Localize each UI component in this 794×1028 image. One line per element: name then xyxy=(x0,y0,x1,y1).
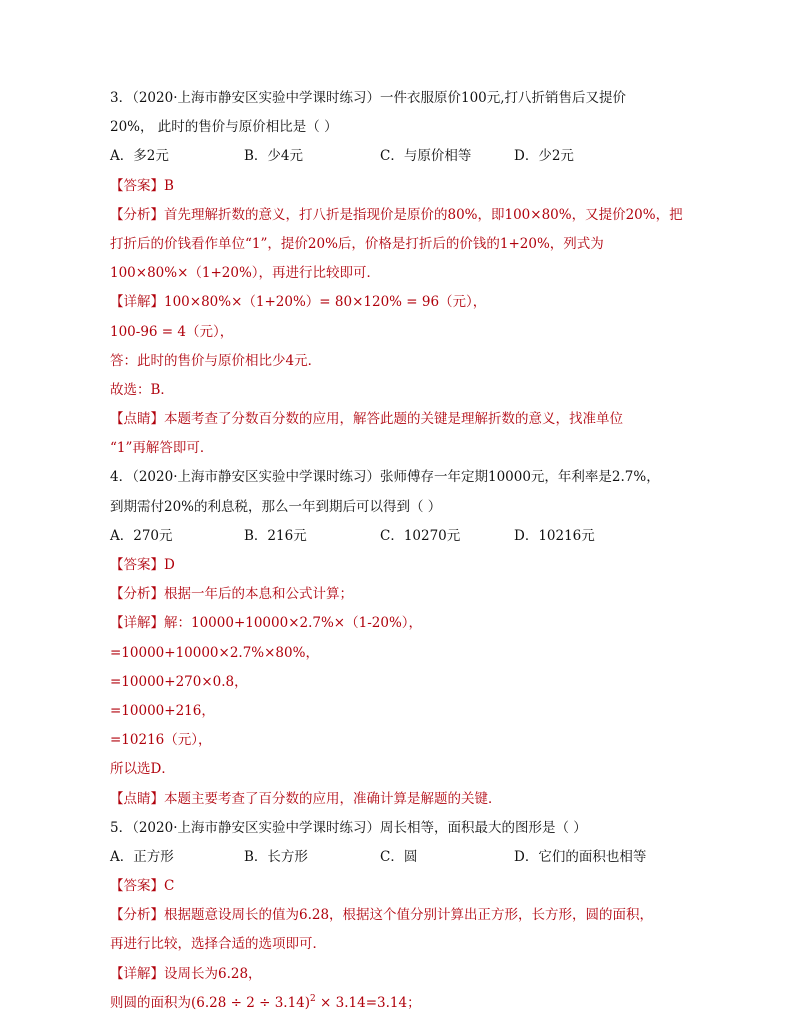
comment-line: 【点睛】本题考查了分数百分数的应用，解答此题的关键是理解折数的意义，找准单位 xyxy=(110,411,623,428)
detail-tag: 【详解】 xyxy=(110,615,164,632)
comment-tag: 【点睛】 xyxy=(110,411,164,428)
detail-line: =10000+270×0.8， xyxy=(110,673,248,690)
option-b: B．少4元 xyxy=(244,148,304,165)
detail-tag: 【详解】 xyxy=(110,965,164,982)
answer-line xyxy=(110,176,690,196)
detail-line: 【详解】100×80%×（1+20%）= 80×120% = 96（元）， xyxy=(110,294,487,311)
question-4-stem-cont: 到期需付20%的利息税，那么一年到期后可以得到（ ） xyxy=(110,498,442,515)
analysis-line: 【分析】首先理解折数的意义，打八折是指现价是原价的80%，即100×80%，又提价20%，把 xyxy=(110,206,683,223)
answer-tag: 【答案】 xyxy=(110,557,164,573)
detail-line: =10216（元）， xyxy=(110,732,212,749)
option-d: D．少2元 xyxy=(514,148,574,165)
detail-line: 【详解】设周长为6.28， xyxy=(110,965,262,982)
answer-value: B xyxy=(164,177,174,194)
analysis-line: 【分析】根据一年后的本息和公式计算； xyxy=(110,586,353,603)
question-4-stem: 4．（2020·上海市静安区实验中学课时练习）张师傅存一年定期10000元，年利率是2.7%， xyxy=(110,469,660,486)
option-a: A．正方形 xyxy=(110,848,174,865)
detail-line: 100-96 = 4（元）， xyxy=(110,323,234,340)
detail-line: =10000+216， xyxy=(110,702,215,719)
analysis-line-cont: 打折后的价钱看作单位“1”，提价20%后，价格是打折后的价钱的1+20%，列式为 xyxy=(110,235,604,252)
answer-line xyxy=(110,555,690,575)
document-page xyxy=(110,88,690,1022)
detail-line: =10000+10000×2.7%×80%， xyxy=(110,644,319,661)
option-b: B．216元 xyxy=(244,527,307,544)
question-3-options xyxy=(110,146,690,166)
exponent: 2 xyxy=(310,993,316,1004)
analysis-tag: 【分析】 xyxy=(110,907,164,924)
analysis-line-cont: 再进行比较，选择合适的选项即可． xyxy=(110,936,326,953)
question-4-options xyxy=(110,526,690,546)
detail-line: 【详解】解：10000+10000×2.7%×（1-20%）， xyxy=(110,615,423,632)
option-c: C．圆 xyxy=(380,848,418,865)
option-a: A．270元 xyxy=(110,527,173,544)
answer-value: C xyxy=(164,878,175,895)
option-a: A．多2元 xyxy=(110,148,169,165)
detail-line: 所以选D． xyxy=(110,761,175,778)
option-d: D．它们的面积也相等 xyxy=(514,848,647,865)
comment-line: 【点睛】本题主要考查了百分数的应用，准确计算是解题的关键． xyxy=(110,790,502,807)
option-c: C．与原价相等 xyxy=(380,148,472,165)
analysis-line: 【分析】根据题意设周长的值为6.28，根据这个值分别计算出正方形，长方形，圆的面积， xyxy=(110,907,654,924)
option-c: C．10270元 xyxy=(380,527,461,544)
detail-formula-line: 则圆的面积为$(6.28 \div 2 \div 3.14)^2 \times 3.14=3.14$； xyxy=(110,993,421,1011)
question-5-stem: 5．（2020·上海市静安区实验中学课时练习）周长相等，面积最大的图形是（ ） xyxy=(110,819,587,836)
detail-line: 答：此时的售价与原价相比少4元． xyxy=(110,352,322,369)
detail-line: 故选：B． xyxy=(110,381,174,398)
comment-tag: 【点睛】 xyxy=(110,790,164,807)
question-3-stem-cont: 20%， 此时的售价与原价相比是（ ） xyxy=(110,119,338,136)
answer-value: D xyxy=(164,557,175,573)
formula: $(6.28 \div 2 \div 3.14)^2 \times 3.14=3.14$ xyxy=(191,993,408,1011)
answer-tag: 【答案】 xyxy=(110,878,164,895)
analysis-line-cont: 100×80%×（1+20%），再进行比较即可． xyxy=(110,265,381,282)
analysis-tag: 【分析】 xyxy=(110,206,164,223)
comment-line-cont: “1”再解答即可． xyxy=(110,440,214,457)
analysis-tag: 【分析】 xyxy=(110,586,164,603)
option-d: D．10216元 xyxy=(514,527,595,544)
question-5-options xyxy=(110,847,690,867)
detail-tag: 【详解】 xyxy=(110,294,164,311)
question-3-stem: 3．（2020·上海市静安区实验中学课时练习）一件衣服原价100元,打八折销售后又提价 xyxy=(110,90,627,106)
answer-line xyxy=(110,876,690,896)
answer-tag: 【答案】 xyxy=(110,177,164,194)
option-b: B．长方形 xyxy=(244,848,308,865)
